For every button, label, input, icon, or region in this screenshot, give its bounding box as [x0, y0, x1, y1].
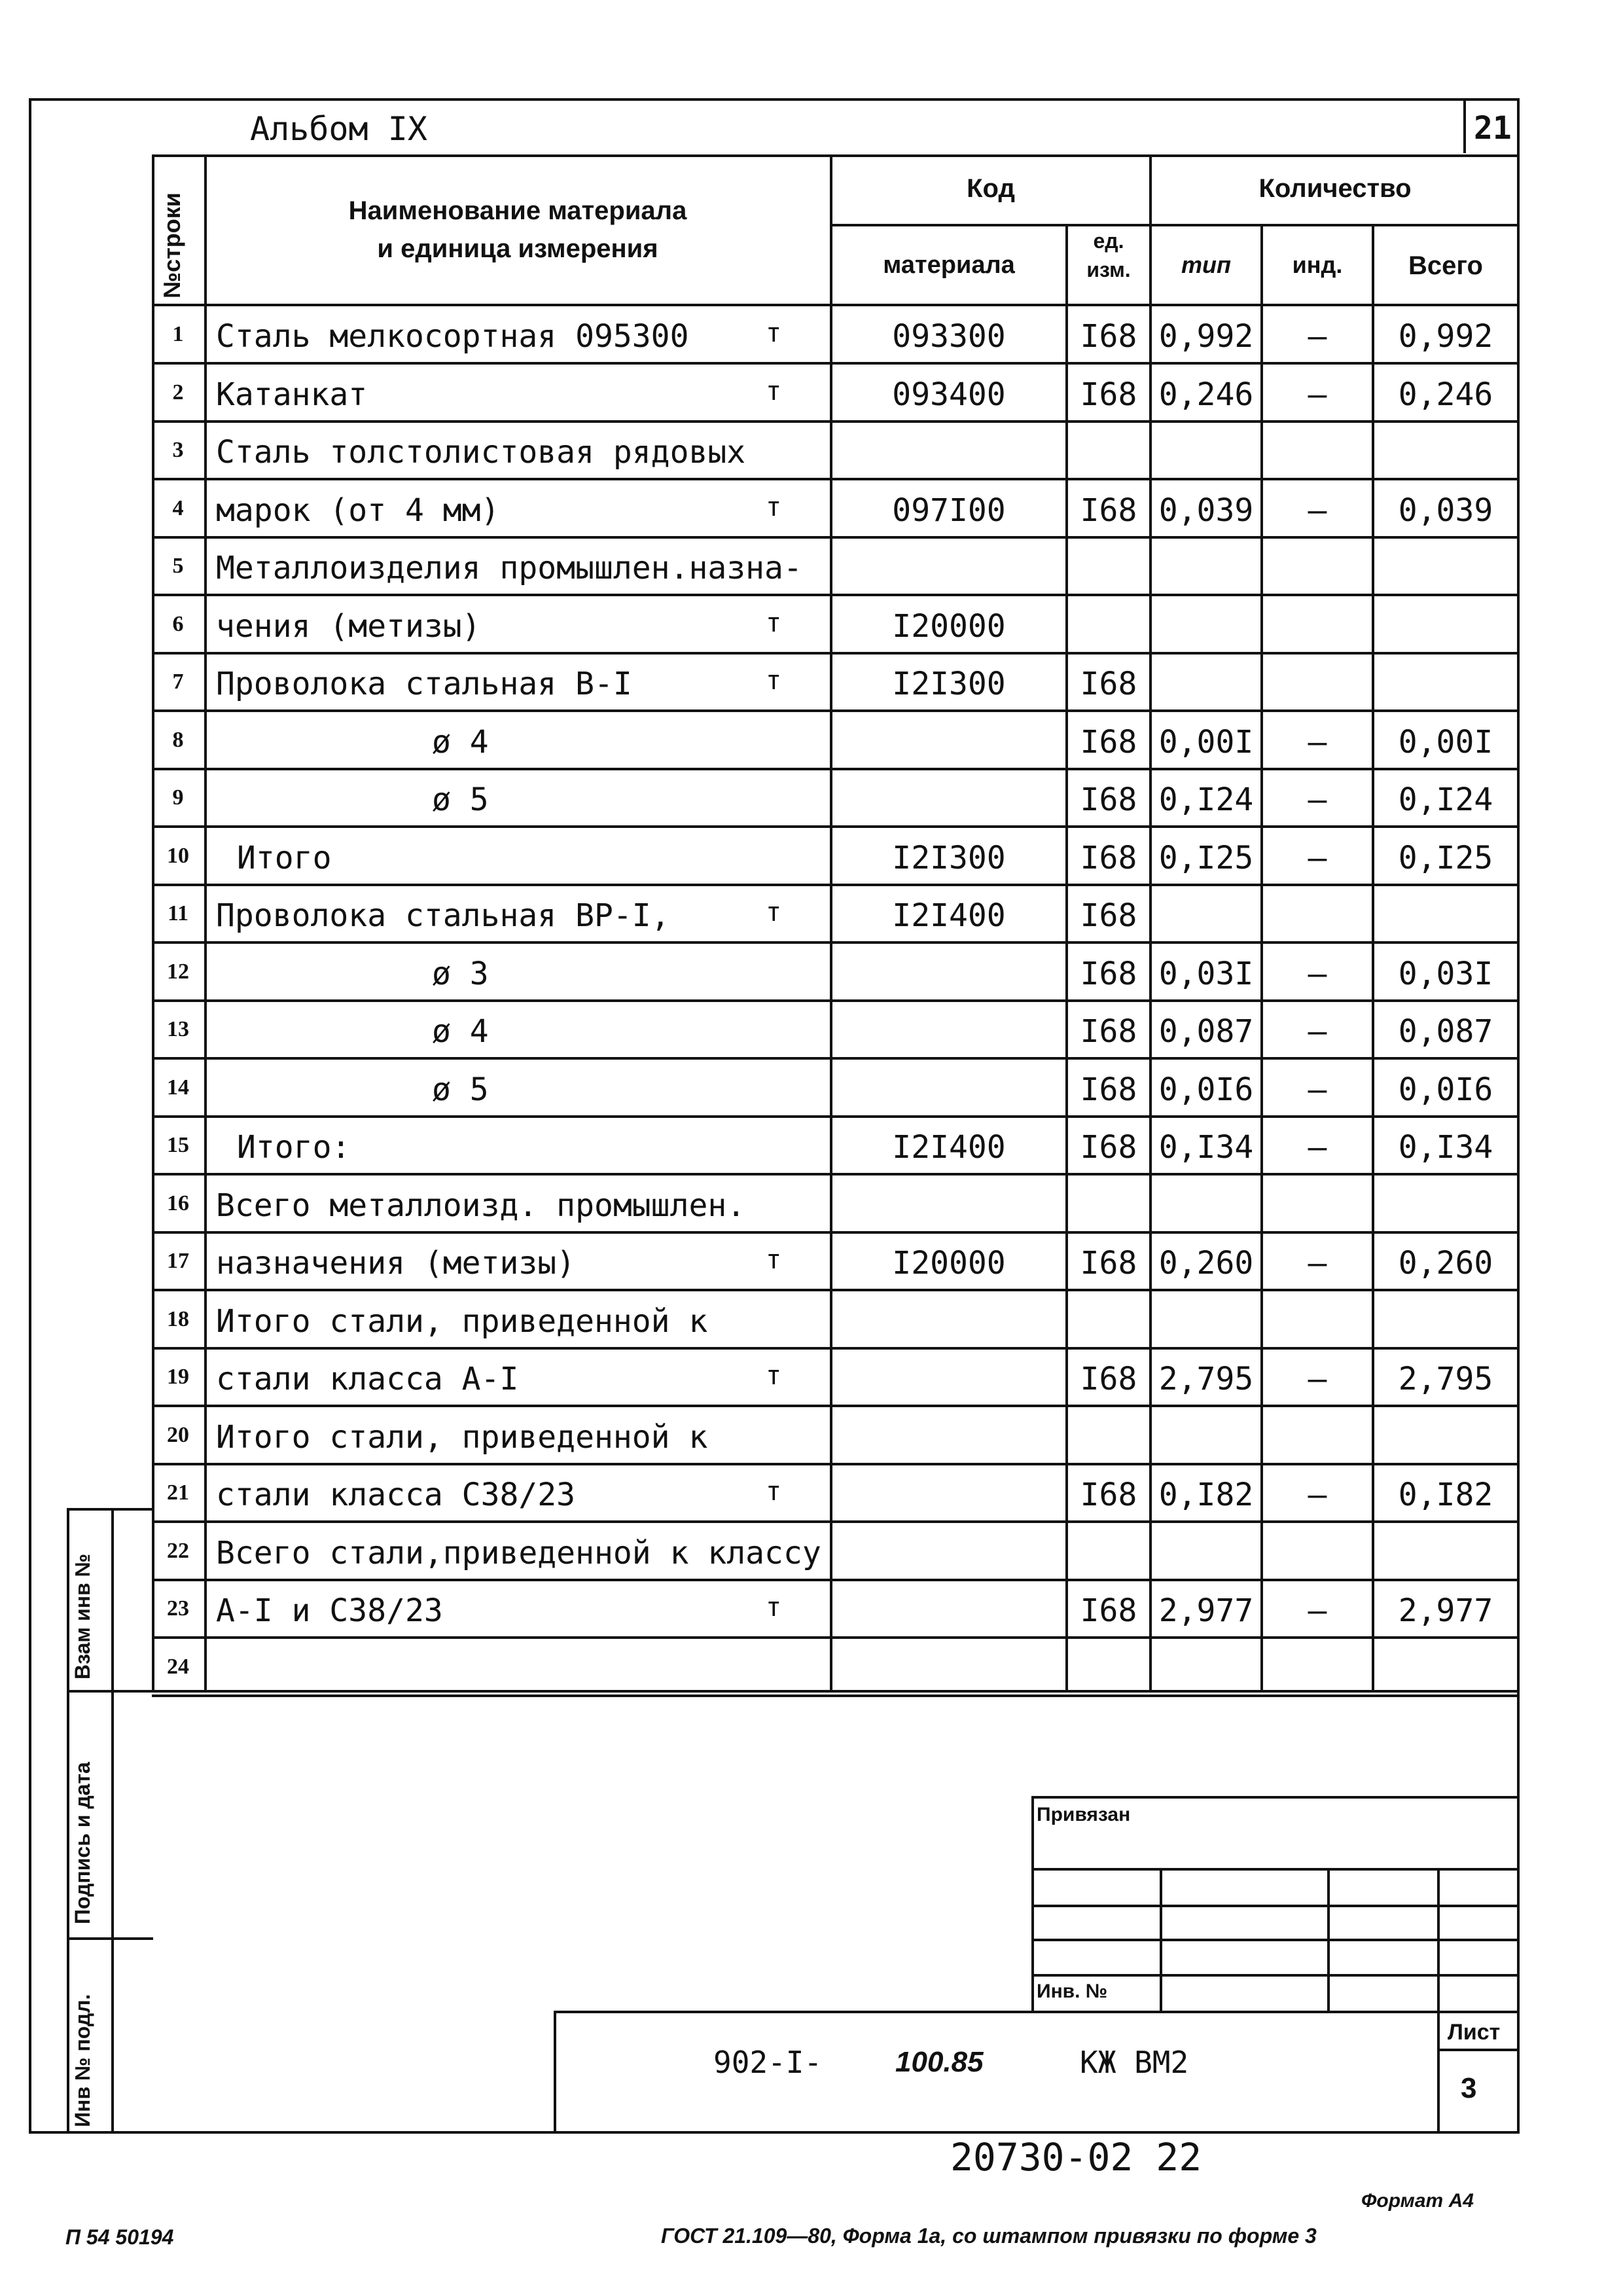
- row-material-code: I2I300: [892, 666, 1006, 702]
- side-strip-top: [67, 1508, 153, 1511]
- row-material-name: ø 4: [432, 1013, 489, 1050]
- row-individual-qty: –: [1308, 1129, 1327, 1166]
- row-material-name: Металлоизделия промышлен.назна-: [216, 550, 802, 586]
- row-individual-qty: –: [1308, 1361, 1327, 1397]
- row-material-name: ø 3: [432, 956, 489, 992]
- row-individual-qty: –: [1308, 1071, 1327, 1108]
- designation-handwritten: 100.85: [895, 2046, 984, 2078]
- row-separator: [152, 1579, 1520, 1581]
- row-separator: [152, 1405, 1520, 1407]
- row-type-qty: 0,260: [1158, 1245, 1254, 1282]
- row-unit: т: [766, 376, 782, 406]
- header-type: тип: [1181, 251, 1231, 278]
- row-type-qty: 0,087: [1158, 1013, 1254, 1050]
- row-type-qty: 0,992: [1158, 318, 1254, 355]
- table-bottom-line: [67, 1690, 1520, 1693]
- row-number: 23: [167, 1596, 189, 1621]
- row-number: 21: [167, 1480, 189, 1505]
- row-separator: [152, 999, 1520, 1002]
- row-number: 17: [167, 1249, 189, 1273]
- row-total-qty: 2,795: [1398, 1361, 1493, 1397]
- row-unit: т: [766, 608, 782, 638]
- row-material-name: марок (от 4 мм): [216, 492, 500, 529]
- row-unit-code: I68: [1080, 1071, 1137, 1108]
- row-number: 11: [167, 901, 189, 925]
- row-total-qty: 0,I24: [1398, 781, 1493, 818]
- row-individual-qty: –: [1308, 1245, 1327, 1282]
- footer-left-code: П 54 50194: [65, 2225, 174, 2249]
- row-number: 5: [172, 554, 184, 578]
- row-total-qty: 0,039: [1398, 492, 1493, 529]
- row-individual-qty: –: [1308, 840, 1327, 876]
- row-unit: т: [766, 1245, 782, 1275]
- row-separator: [152, 362, 1520, 365]
- row-material-name: назначения (метизы): [216, 1245, 576, 1282]
- row-number: 4: [172, 496, 184, 520]
- row-number: 7: [172, 670, 184, 694]
- row-unit-code: I68: [1080, 666, 1137, 702]
- row-individual-qty: –: [1308, 724, 1327, 761]
- row-unit-code: I68: [1080, 897, 1137, 934]
- row-unit-code: I68: [1080, 1477, 1137, 1513]
- row-separator: [152, 652, 1520, 655]
- side-label-vzam: Взам инв №: [71, 1553, 94, 1679]
- row-unit-code: I68: [1080, 840, 1137, 876]
- side-label-podpis: Подпись и дата: [71, 1762, 94, 1924]
- sheet-divider: [1437, 2049, 1520, 2051]
- row-separator: [152, 709, 1520, 712]
- row-number: 9: [172, 785, 184, 810]
- designation-right: [1437, 2011, 1440, 2134]
- corner-box-divider: [1463, 98, 1466, 153]
- row-separator: [152, 884, 1520, 886]
- row-separator: [152, 1289, 1520, 1291]
- row-separator: [152, 1173, 1520, 1175]
- row-unit-code: I68: [1080, 1592, 1137, 1629]
- row-separator: [152, 1695, 1520, 1697]
- row-individual-qty: –: [1308, 956, 1327, 992]
- row-number: 19: [167, 1365, 189, 1389]
- row-separator: [152, 478, 1520, 480]
- side-strip-left: [67, 1508, 69, 2134]
- row-unit-code: I68: [1080, 724, 1137, 761]
- row-material-name: Катанкат: [216, 376, 368, 413]
- row-material-name: Итого стали, приведенной к: [216, 1303, 708, 1340]
- row-material-name: ø 4: [432, 724, 489, 761]
- row-material-code: 093300: [892, 318, 1006, 355]
- row-number: 22: [167, 1539, 189, 1563]
- stamp-inv-no: Инв. №: [1037, 1981, 1108, 2002]
- row-number: 6: [172, 612, 184, 636]
- row-number: 13: [167, 1017, 189, 1041]
- row-material-name: Сталь мелкосортная 095300: [216, 318, 689, 355]
- row-type-qty: 0,039: [1158, 492, 1254, 529]
- row-material-code: I2I400: [892, 1129, 1006, 1166]
- row-separator: [152, 1115, 1520, 1118]
- row-type-qty: 0,I82: [1158, 1477, 1254, 1513]
- row-type-qty: 0,03I: [1158, 956, 1254, 992]
- row-unit-code: I68: [1080, 1245, 1137, 1282]
- row-individual-qty: –: [1308, 492, 1327, 529]
- row-number: 15: [167, 1133, 189, 1157]
- row-total-qty: 0,087: [1398, 1013, 1493, 1050]
- row-individual-qty: –: [1308, 376, 1327, 413]
- row-total-qty: 0,I34: [1398, 1129, 1493, 1166]
- row-total-qty: 0,I82: [1398, 1477, 1493, 1513]
- row-total-qty: 2,977: [1398, 1592, 1493, 1629]
- side-strip-mid: [111, 1508, 114, 2134]
- handwritten-archive-number: 20730-02 22: [950, 2135, 1202, 2179]
- row-unit: т: [766, 666, 782, 696]
- row-separator: [152, 1463, 1520, 1465]
- corner-page-number: 21: [1474, 110, 1512, 147]
- row-separator: [152, 1347, 1520, 1350]
- row-unit-code: I68: [1080, 1129, 1137, 1166]
- row-material-name: Проволока стальная ВР-I,: [216, 897, 670, 934]
- row-number: 16: [167, 1191, 189, 1215]
- stamp-col-2: [1327, 1868, 1330, 2012]
- row-unit: т: [766, 1477, 782, 1507]
- col-line-num: [204, 154, 207, 1693]
- row-unit-code: I68: [1080, 492, 1137, 529]
- row-total-qty: 0,I25: [1398, 840, 1493, 876]
- row-material-name: чения (метизы): [216, 608, 481, 645]
- header-name-line2: и единица измерения: [377, 234, 658, 263]
- row-unit-code: I68: [1080, 1013, 1137, 1050]
- row-separator: [152, 1636, 1520, 1639]
- row-individual-qty: –: [1308, 1477, 1327, 1513]
- designation-suffix: КЖ ВМ2: [1080, 2045, 1189, 2080]
- row-material-name: стали класса А-I: [216, 1361, 519, 1397]
- row-material-name: Проволока стальная В-I: [216, 666, 632, 702]
- row-unit: т: [766, 1592, 782, 1623]
- row-unit-code: I68: [1080, 956, 1137, 992]
- row-material-code: 093400: [892, 376, 1006, 413]
- row-total-qty: 0,03I: [1398, 956, 1493, 992]
- row-type-qty: 0,0I6: [1158, 1071, 1254, 1108]
- header-code-group: Код: [967, 174, 1015, 203]
- row-material-code: 097I00: [892, 492, 1006, 529]
- row-material-code: I20000: [892, 608, 1006, 645]
- sheet-number: 3: [1461, 2072, 1477, 2104]
- sheet-label: Лист: [1448, 2020, 1501, 2045]
- row-number: 12: [167, 960, 189, 984]
- row-separator: [152, 941, 1520, 944]
- stamp-privyazan: Привязан: [1037, 1804, 1131, 1825]
- row-type-qty: 2,795: [1158, 1361, 1254, 1397]
- row-individual-qty: –: [1308, 1592, 1327, 1629]
- row-material-name: Сталь толстолистовая рядовых: [216, 434, 746, 471]
- side-label-inv-podl: Инв № подл.: [71, 1994, 94, 2127]
- album-title: Альбом IX: [250, 110, 427, 148]
- header-material-code: материала: [883, 251, 1015, 279]
- stamp-left: [1031, 1796, 1034, 2012]
- row-unit-code: I68: [1080, 376, 1137, 413]
- header-individual: инд.: [1292, 251, 1343, 278]
- stamp-line-3: [1031, 1939, 1520, 1941]
- stamp-line-1: [1031, 1868, 1520, 1871]
- row-number: 20: [167, 1423, 189, 1447]
- header-mid-line: [830, 224, 1520, 226]
- row-separator: [152, 1057, 1520, 1060]
- row-total-qty: 0,260: [1398, 1245, 1493, 1282]
- stamp-line-2: [1031, 1905, 1520, 1907]
- header-row-number: №строки: [158, 192, 185, 298]
- row-unit: т: [766, 897, 782, 927]
- row-type-qty: 2,977: [1158, 1592, 1254, 1629]
- col-line-right: [1517, 154, 1520, 1693]
- row-type-qty: 0,I24: [1158, 781, 1254, 818]
- header-bottom-line: [152, 304, 1520, 306]
- row-type-qty: 0,246: [1158, 376, 1254, 413]
- row-unit-code: I68: [1080, 781, 1137, 818]
- row-type-qty: 0,I25: [1158, 840, 1254, 876]
- row-total-qty: 0,992: [1398, 318, 1493, 355]
- row-individual-qty: –: [1308, 1013, 1327, 1050]
- row-number: 2: [172, 380, 184, 404]
- row-number: 14: [167, 1075, 189, 1100]
- header-quantity-group: Количество: [1258, 174, 1412, 203]
- row-type-qty: 0,I34: [1158, 1129, 1254, 1166]
- row-material-name: ø 5: [432, 1071, 489, 1108]
- row-number: 24: [167, 1655, 189, 1679]
- row-unit: т: [766, 1361, 782, 1391]
- row-material-code: I2I400: [892, 897, 1006, 934]
- footer-gost: ГОСТ 21.109—80, Форма 1а, со штампом привязки по форме 3: [661, 2224, 1317, 2248]
- stamp-col-1: [1160, 1868, 1162, 2012]
- row-total-qty: 0,00I: [1398, 724, 1493, 761]
- header-unit-code-1: ед.: [1093, 229, 1124, 253]
- header-total: Всего: [1408, 251, 1483, 280]
- row-separator: [152, 1231, 1520, 1234]
- row-material-code: I2I300: [892, 840, 1006, 876]
- row-individual-qty: –: [1308, 318, 1327, 355]
- row-separator: [152, 1520, 1520, 1523]
- row-number: 18: [167, 1307, 189, 1331]
- side-strip-divider: [67, 1937, 153, 1940]
- footer-format: Формат А4: [1361, 2190, 1474, 2212]
- row-unit: т: [766, 492, 782, 522]
- row-number: 10: [167, 844, 189, 868]
- row-material-name: Итого стали, приведенной к: [216, 1419, 708, 1456]
- row-unit-code: I68: [1080, 318, 1137, 355]
- row-individual-qty: –: [1308, 781, 1327, 818]
- row-material-name: Всего стали,приведенной к классу: [216, 1535, 821, 1571]
- row-unit-code: I68: [1080, 1361, 1137, 1397]
- row-material-code: I20000: [892, 1245, 1006, 1282]
- table-top-line: [152, 154, 1520, 157]
- header-name-line1: Наименование материала: [348, 196, 687, 225]
- row-material-name: Всего металлоизд. промышлен.: [216, 1187, 746, 1224]
- row-type-qty: 0,00I: [1158, 724, 1254, 761]
- designation-prefix: 902-I-: [713, 2045, 823, 2080]
- designation-left: [554, 2011, 556, 2134]
- row-material-name: А-I и С38/23: [216, 1592, 443, 1629]
- row-number: 8: [172, 728, 184, 752]
- row-material-name: стали класса С38/23: [216, 1477, 576, 1513]
- row-number: 1: [172, 322, 184, 346]
- row-separator: [152, 768, 1520, 770]
- header-unit-code-2: изм.: [1086, 258, 1131, 281]
- row-number: 3: [172, 438, 184, 462]
- row-material-name: Итого:: [237, 1129, 351, 1166]
- row-material-name: Итого: [237, 840, 332, 876]
- designation-top: [554, 2011, 1520, 2013]
- stamp-top: [1031, 1796, 1520, 1799]
- row-unit: т: [766, 318, 782, 348]
- row-total-qty: 0,246: [1398, 376, 1493, 413]
- row-separator: [152, 420, 1520, 423]
- stamp-col-3: [1437, 1868, 1440, 2012]
- stamp-line-4: [1031, 1974, 1520, 1977]
- row-separator: [152, 594, 1520, 596]
- row-total-qty: 0,0I6: [1398, 1071, 1493, 1108]
- row-separator: [152, 825, 1520, 828]
- row-separator: [152, 536, 1520, 539]
- row-material-name: ø 5: [432, 781, 489, 818]
